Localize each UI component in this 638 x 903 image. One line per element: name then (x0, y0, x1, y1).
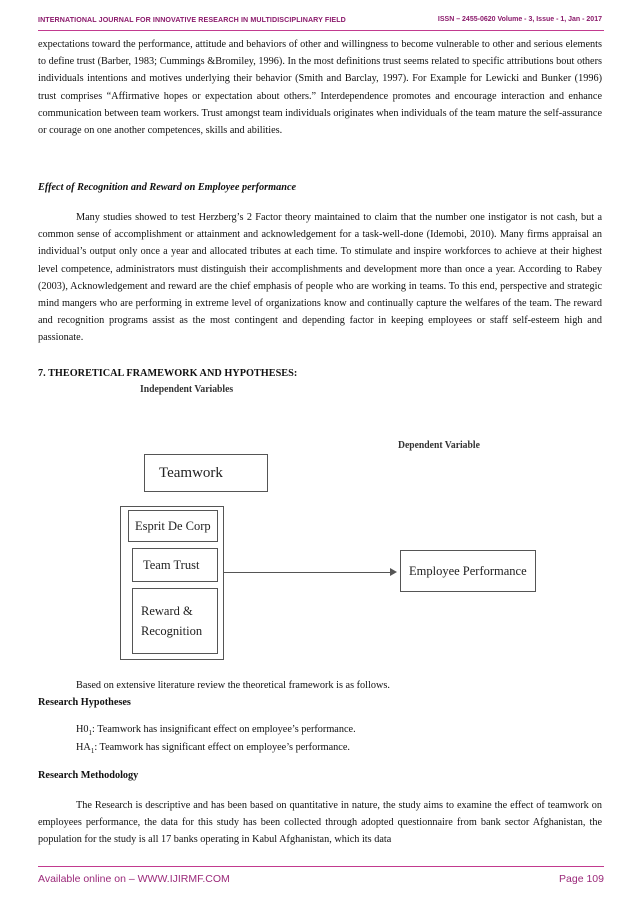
page-header (38, 14, 604, 31)
recognition-heading: Effect of Recognition and Reward on Employee performance (38, 182, 297, 193)
ha-label: HA (76, 742, 91, 753)
employee-performance-box (400, 550, 536, 592)
h0-text: : Teamwork has insignificant effect on employee’s performance. (92, 724, 356, 735)
esprit-de-corp-box (128, 510, 218, 542)
reward-label: Reward & (141, 604, 193, 618)
teamwork-box (144, 454, 268, 492)
journal-title: INTERNATIONAL JOURNAL FOR INNOVATIVE RESEARCH IN MULTIDISCIPLINARY FIELD (38, 16, 346, 24)
ha-text: : Teamwork has significant effect on employee’s performance. (94, 742, 350, 753)
theoretical-framework-diagram (118, 376, 538, 676)
reward-recognition-box (132, 588, 218, 654)
methodology-heading: Research Methodology (38, 770, 139, 781)
page-number: Page 109 (559, 873, 604, 885)
hypothesis-ha (76, 742, 350, 755)
trust-paragraph: expectations toward the performance, attitude and behaviors of other and willingness to become vulnerable to other and serious elements to define trust (Barber, 1983; Cummings &Bromiley, 1996). In the most definitions trust seems related to specific attributions bout others individuals intentions and motives underlying their behavior (Smith and Barclay, 1997). For Example for Lewicki and Bunker (1996) trust comprises “Affirmative hopes or expectation about others.” Interdependence promotes and encourage interaction and enhance communication between team workers. Trust amongst team individuals originates when individuals of the team mature the self-assurance or courage on one another competences, skills and abilities. (38, 39, 602, 137)
arrow-line (224, 572, 392, 573)
dependent-variable-label: Dependent Variable (398, 440, 480, 451)
issn-info: ISSN – 2455-0620 Volume - 3, Issue - 1, Jan - 2017 (437, 16, 602, 23)
footer-website: Available online on – WWW.IJIRMF.COM (38, 873, 230, 885)
team-trust-box (132, 548, 218, 582)
arrow-head-icon (390, 568, 397, 576)
esprit-de-corp-label: Esprit De Corp (135, 518, 211, 533)
h0-subscript: 1 (88, 729, 93, 738)
page-footer (38, 866, 604, 889)
framework-sentence: Based on extensive literature review the theoretical framework is as follows. (76, 680, 390, 691)
hypotheses-heading: Research Hypotheses (38, 697, 131, 708)
h0-label: H0 (76, 724, 89, 735)
ha-subscript: 1 (90, 747, 95, 756)
team-trust-label: Team Trust (143, 557, 200, 572)
independent-variables-label: Independent Variables (140, 384, 234, 395)
hypothesis-h0 (76, 724, 356, 737)
framework-heading: 7. THEORETICAL FRAMEWORK AND HYPOTHESES: (38, 368, 298, 379)
recognition-paragraph: Many studies showed to test Herzberg’s 2 Factor theory maintained to claim that the number one instigator is not cash, but a common sense of accomplishment or attainment and acknowledgement for a task-well-done (Idemobi, 2010). Many firms appraisal an individual’s output only once a year and allocated tributes at each time. To stimulate and inspire workforces to achieve at their highest level competence, administrators must distinguish their accomplishments and development more than once a year. According to Rabey (2003), Acknowledgement and reward are the chief emphasis of people who are working in teams. To this end, perspective and strategic mind mangers who are performing in extreme level of organizations know and continually capture the welfares of the team. The reward and recognition programs assist as the most contingent and depending factor in keeping employees or staff self-esteem high and passionate. (38, 212, 602, 344)
employee-performance-label: Employee Performance (409, 563, 527, 578)
recognition-label: Recognition (141, 624, 203, 638)
teamwork-label: Teamwork (159, 464, 223, 481)
methodology-paragraph: The Research is descriptive and has been based on quantitative in nature, the study aims to examine the effect of teamwork on employees performance, the data for this study has been collected through adopted questionnaire from bank sector Afghanistan, the population for the study is all 17 banks operating in Kabul Afghanistan, which its data (38, 800, 602, 846)
